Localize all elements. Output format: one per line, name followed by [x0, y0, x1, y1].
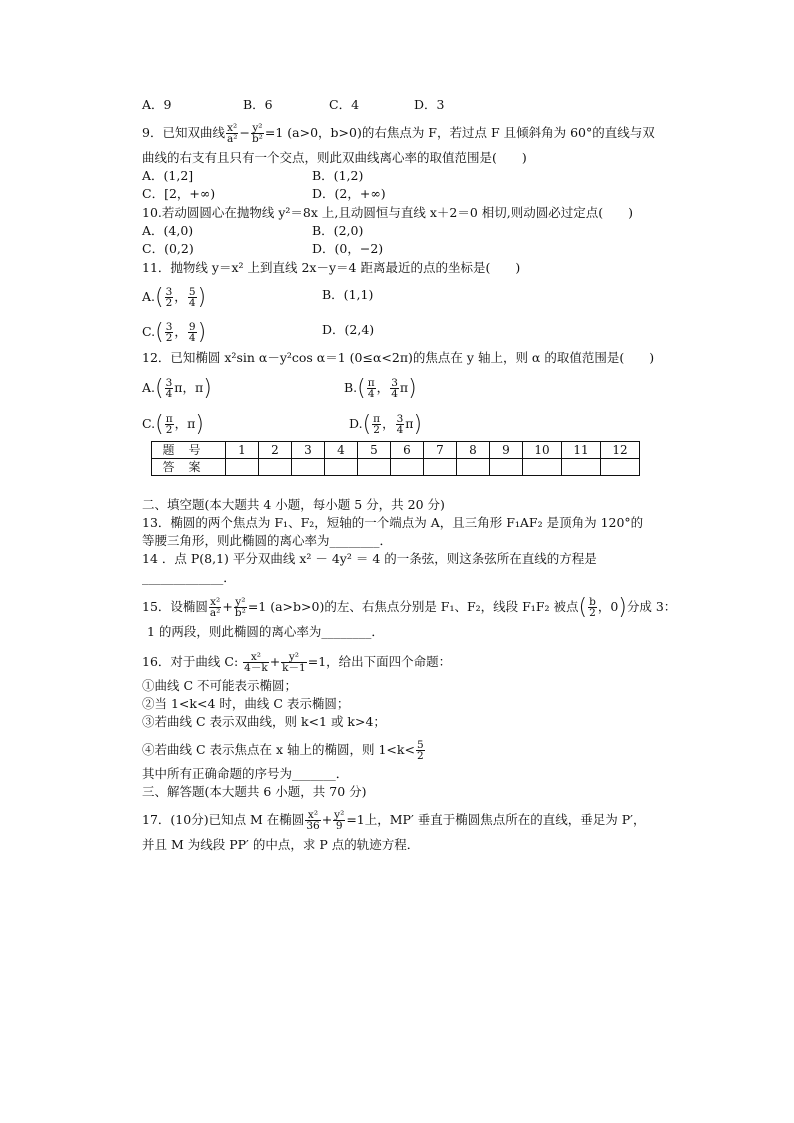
answer-cell[interactable]	[292, 459, 325, 476]
q10-option-c: C．(0,2)	[142, 241, 194, 256]
q12-option-b: B.( $\frac{\pi}{4}$ ， $\frac{3}{4}$ π)	[344, 376, 417, 401]
q15-stem: 15．设椭圆 $\frac{\text{x²}}{\text{a²}}$ + $\frac{\text{y²}}{\text{b²}}$ =1 (a>b>0)的左、右焦点分别是 F₁、F₂，线段 F₁F₂ 被点( $\frac{b}{2}$ ，0)分成 3：	[142, 595, 677, 620]
q16-proposition-2: ②当 1<k<4 时，曲线 C 表示椭圆；	[142, 696, 350, 711]
answer-cell[interactable]	[358, 459, 391, 476]
answer-cell[interactable]	[226, 459, 259, 476]
q16-proposition-1: ①曲线 C 不可能表示椭圆；	[142, 678, 298, 693]
q9-stem: 9．已知双曲线 $\frac{\text{x²}}{\text{a²}}$ − $\frac{\text{y²}}{\text{b²}}$ =1 (a>0，b>0)的右焦点为 F，若过点 F 且倾斜角为 60°的直线与双	[142, 122, 655, 145]
q10-option-d: D．(0，−2)	[312, 241, 384, 256]
q8-option-c: C．4	[329, 97, 360, 112]
section-3-heading: 三、解答题(本大题共 6 小题，共 70 分)	[142, 784, 367, 799]
question-number: 12	[601, 442, 640, 459]
question-number: 2	[259, 442, 292, 459]
question-number: 10	[523, 442, 562, 459]
answer-table-header-row	[152, 442, 640, 459]
q12-option-a: A.( $\frac{3}{4}$ π，π)	[142, 376, 212, 401]
answer-cell[interactable]	[391, 459, 424, 476]
answer-cell[interactable]	[457, 459, 490, 476]
answer-cell[interactable]	[601, 459, 640, 476]
q17-stem-line2: 并且 M 为线段 PP′ 的中点，求 P 点的轨迹方程．	[142, 837, 420, 852]
q14-answer-blank: _____________．	[142, 570, 236, 585]
answer-label: 答案	[152, 459, 226, 476]
q9-option-c: C．[2，+∞)	[142, 186, 216, 201]
q14-stem: 14 ．点 P(8,1) 平分双曲线 x² － 4y² ＝ 4 的一条弦，则这条弦所在直线的方程是	[142, 551, 597, 566]
q9-stem-line2: 曲线的右支有且只有一个交点，则此双曲线离心率的取值范围是( )	[142, 150, 527, 165]
q9-fraction-x: $\frac{\text{x²}}{\text{a²}}$	[226, 122, 238, 145]
q15-stem-line2: 1 的两段，则此椭圆的离心率为________．	[147, 624, 384, 639]
q9-option-b: B．(1,2)	[312, 168, 364, 183]
answer-cell[interactable]	[424, 459, 457, 476]
question-number-label: 题号	[152, 442, 226, 459]
q11-stem: 11．抛物线 y＝x² 上到直线 2x－y＝4 距离最近的点的坐标是( )	[142, 260, 521, 275]
q13-stem: 13．椭圆的两个焦点为 F₁、F₂，短轴的一个端点为 A，且三角形 F₁AF₂ 是顶角为 120°的	[142, 515, 644, 530]
q10-stem: 10.若动圆圆心在抛物线 y²＝8x 上,且动圆恒与直线 x＋2＝0 相切,则动圆必过定点( )	[142, 205, 634, 220]
q9-option-d: D．(2，+∞)	[312, 186, 386, 201]
answer-cell[interactable]	[490, 459, 523, 476]
q11-option-d: D．(2,4)	[322, 322, 375, 337]
q9-condition: =1 (a>0，b>0)的右焦点为 F，若过点 F 且倾斜角为 60°的直线与双	[264, 125, 655, 140]
answer-cell[interactable]	[325, 459, 358, 476]
q11-option-b: B．(1,1)	[322, 287, 374, 302]
question-number: 9	[490, 442, 523, 459]
q12-option-c: C.( $\frac{\pi}{2}$ ，π)	[142, 412, 204, 437]
q8-option-b: B．6	[243, 97, 273, 112]
section-2-heading: 二、填空题(本大题共 4 小题，每小题 5 分，共 20 分)	[142, 497, 445, 512]
question-number: 1	[226, 442, 259, 459]
q10-option-a: A．(4,0)	[142, 223, 194, 238]
answer-cell[interactable]	[259, 459, 292, 476]
answer-cell[interactable]	[523, 459, 562, 476]
q11-option-a: A.( $\frac{3}{2}$ ， $\frac{5}{4}$ )	[142, 285, 207, 310]
question-number: 4	[325, 442, 358, 459]
q12-stem: 12．已知椭圆 x²sin α－y²cos α＝1 (0≤α<2π)的焦点在 y 轴上，则 α 的取值范围是( )	[142, 350, 655, 365]
q8-option-d: D．3	[414, 97, 445, 112]
q9-prefix: 9．已知双曲线	[142, 125, 225, 140]
answer-cell[interactable]	[562, 459, 601, 476]
question-number: 5	[358, 442, 391, 459]
q11-option-c: C.( $\frac{3}{2}$ ， $\frac{9}{4}$ )	[142, 320, 207, 345]
question-number: 11	[562, 442, 601, 459]
question-number: 7	[424, 442, 457, 459]
answer-table	[151, 441, 640, 476]
q12-option-d: D.( $\frac{\pi}{2}$ ， $\frac{3}{4}$ π)	[349, 412, 423, 437]
q17-stem: 17．(10分)已知点 M 在椭圆 $\frac{\text{x²}}{36}$ + $\frac{\text{y²}}{9}$ =1上，MP′ 垂直于椭圆焦点所在的直线，垂足为 P′，	[142, 809, 646, 832]
q16-proposition-3: ③若曲线 C 表示双曲线，则 k<1 或 k>4；	[142, 714, 386, 729]
q10-option-b: B．(2,0)	[312, 223, 364, 238]
q8-option-a: A．9	[142, 97, 172, 112]
q16-answer-prompt: 其中所有正确命题的序号为_______．	[142, 766, 349, 781]
question-number: 6	[391, 442, 424, 459]
answer-table-answer-row	[152, 459, 640, 476]
q9-option-a: A．(1,2]	[142, 168, 194, 183]
q13-stem-line2: 等腰三角形，则此椭圆的离心率为________．	[142, 533, 393, 548]
question-number: 8	[457, 442, 490, 459]
q16-stem: 16．对于曲线 C: $\frac{\text{x²}}{4-k}$ + $\frac{\text{y²}}{k-1}$ =1，给出下面四个命题：	[142, 651, 452, 674]
q9-fraction-y: $\frac{\text{y²}}{\text{b²}}$	[251, 122, 263, 145]
q16-proposition-4: ④若曲线 C 表示焦点在 x 轴上的椭圆，则 1<k< $\frac{5}{2}$	[142, 739, 424, 762]
question-number: 3	[292, 442, 325, 459]
